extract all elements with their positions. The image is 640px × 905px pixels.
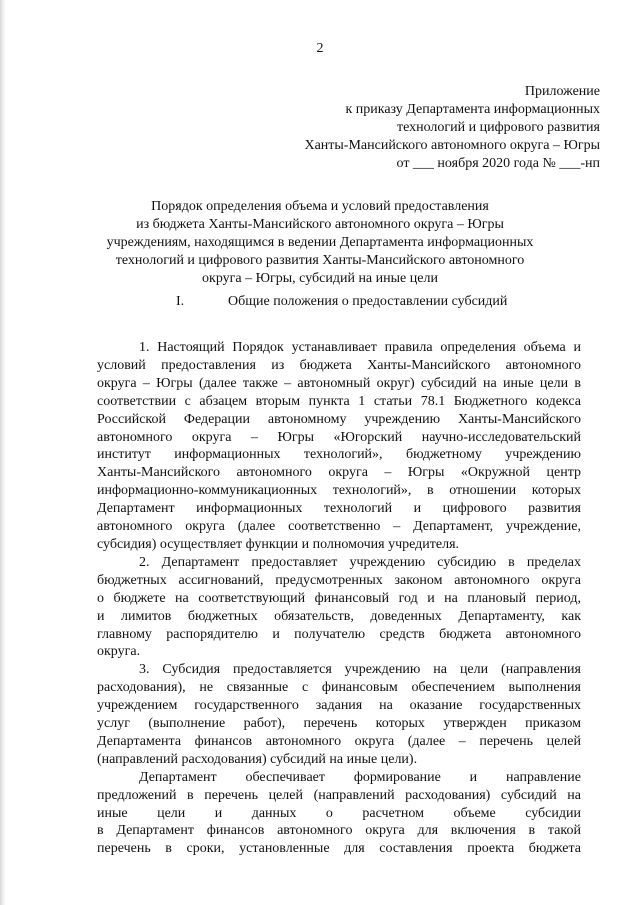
body-line: 3. Субсидия предоставляется учреждению на цели (направления — [139, 662, 581, 678]
body-line: автономного округа (далее соответственно – Департамент, учреждение, — [97, 519, 581, 535]
body-line: перечень в сроки, установленные для составления проекта бюджета — [97, 841, 581, 857]
body-line: условий предоставления из бюджета Ханты-Мансийского автономного — [97, 357, 581, 373]
section-title: Общие положения о предоставлении субсидий — [228, 294, 508, 309]
body-line: в Департамент финансов автономного округа для включения в такой — [97, 823, 581, 839]
body-line: иные цели и данных о расчетном объеме субсидии — [97, 805, 581, 821]
body-line: расходования), не связанные с финансовым обеспечением выполнения — [97, 680, 581, 696]
section-number: I. — [176, 294, 185, 309]
title-line: учреждениям, находящимся в ведении Департамента информационных — [106, 235, 534, 250]
body-line: субсидия) осуществляет функции и полномочия учредителя. — [97, 536, 460, 552]
body-line: информационно-коммуникационных технологий», в отношении которых — [97, 483, 581, 499]
page-number: 2 — [316, 41, 324, 56]
document-title — [0, 198, 640, 288]
appendix-line: Ханты-Мансийского автономного округа – Югры — [304, 138, 600, 153]
body-line: 2. Департамент предоставляет учреждению субсидию в пределах — [139, 554, 581, 570]
body-line: Департамента финансов автономного округа (далее – перечень целей — [97, 733, 581, 749]
body-line: Российской Федерации автономному учреждению Ханты-Мансийского — [97, 411, 581, 427]
body-line: учреждением государственного задания на оказание государственных — [97, 698, 581, 714]
body-line: бюджетных ассигнований, предусмотренных законом автономного округа — [97, 572, 581, 588]
title-line: Порядок определения объема и условий предоставления — [151, 199, 489, 214]
body-line: о бюджете на соответствующий финансовый год и на плановый период, — [97, 590, 581, 606]
body-line: округа – Югры (далее также – автономный округ) субсидий на иные цели в — [97, 375, 581, 391]
body-line: главному распорядителю и получателю средств бюджета автономного — [97, 626, 581, 642]
title-line: технологий и цифрового развития Ханты-Мансийского автономного — [115, 253, 525, 268]
body-line: предложений в перечень целей (направлений расходования) субсидий на — [97, 787, 581, 803]
title-line: округа – Югры, субсидий на иные цели — [202, 271, 438, 286]
appendix-line: Приложение — [524, 84, 600, 99]
body-line: (направлений расходования) субсидий на иные цели). — [97, 751, 418, 767]
scan-edge — [0, 0, 6, 905]
body-text — [97, 339, 581, 858]
title-line: из бюджета Ханты-Мансийского автономного округа – Югры — [136, 217, 504, 232]
body-line: услуг (выполнение работ), перечень которых утвержден приказом — [97, 716, 581, 732]
appendix-block — [304, 83, 600, 173]
body-line: Департамент информационных технологий и цифрового развития — [97, 501, 581, 517]
body-line: соответствии с абзацем вторым пункта 1 статьи 78.1 Бюджетного кодекса — [97, 393, 581, 409]
appendix-line: технологий и цифрового развития — [396, 120, 600, 135]
body-line: Департамент обеспечивает формирование и направление — [139, 769, 581, 785]
body-line: и лимитов бюджетных обязательств, доведенных Департаменту, как — [97, 608, 581, 624]
body-line: Ханты-Мансийского автономного округа – Югры «Окружной центр — [97, 465, 581, 481]
body-line: автономного округа – Югры «Югорский научно-исследовательский — [97, 429, 581, 445]
appendix-line: к приказу Департамента информационных — [345, 102, 600, 117]
body-line: 1. Настоящий Порядок устанавливает правила определения объема и — [139, 340, 581, 355]
body-line: институт информационных технологий», бюджетному учреждению — [97, 447, 581, 463]
appendix-line: от ___ ноября 2020 года № ___-нп — [396, 156, 600, 171]
body-line: округа. — [97, 644, 141, 660]
